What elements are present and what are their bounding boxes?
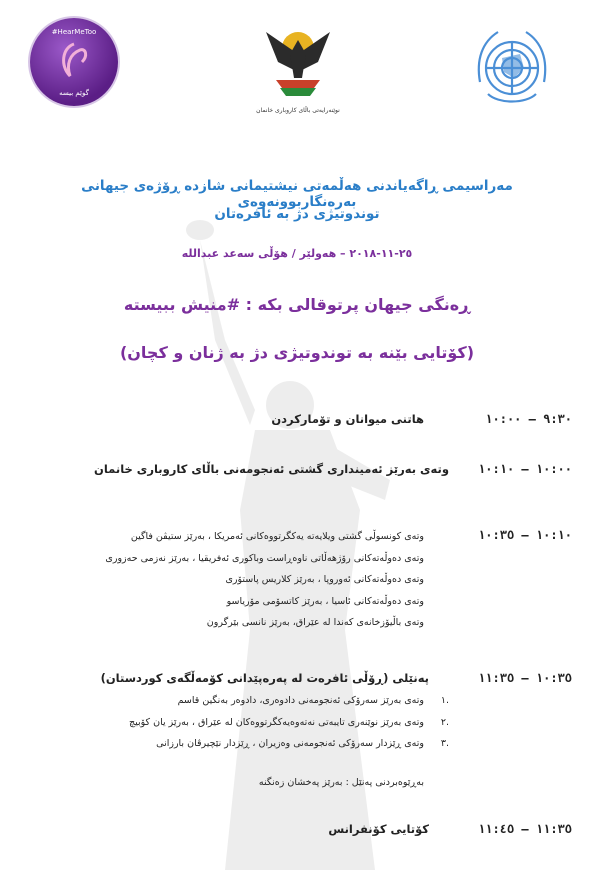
agenda-title: وتەی بەرێز ئەمینداری گشتی ئەنجومەنی باڵای کاروباری خانمان xyxy=(94,462,449,476)
emblem-caption: نوێنەرایەتی باڵای کاروباری خانمان xyxy=(256,107,340,114)
speaker-item: وتەی باڵیۆزخانەی کەندا لە عێراق، بەرێز نانسی بێرگرون xyxy=(206,617,424,628)
agenda-time: ١٠:١٠ – ١٠:٣٥ xyxy=(478,528,572,542)
agenda-title: هاتنی میوانان و تۆمارکردن xyxy=(271,412,424,426)
panel-item-numbers xyxy=(429,690,449,755)
item-number: ٢. xyxy=(440,716,449,728)
speaker-item: وتەی کونسوڵی گشتی ویلایەتە یەکگرتووەکانی ئەمریکا ، بەرێز ستیڤن فاگین xyxy=(130,531,424,542)
item-number: ١. xyxy=(440,695,449,706)
panel-speaker-item: وتەی بەرێز نوێنەری تایبەتی نەتەوەیەکگرتووەکان لە عێراق ، بەرێز یان کۆبیچ xyxy=(129,716,424,728)
speaker-item: وتەی دەوڵەتەکانی ئەوروپا ، بەرێز کلاریس پاستۆری xyxy=(225,574,424,585)
panel-moderator: بەڕێوەبردنی پەنێل : بەرێز پەخشان زەنگنە xyxy=(258,777,424,788)
agenda-time: ١٠:٣٥ – ١١:٣٥ xyxy=(478,671,572,685)
panel-speaker-list xyxy=(129,690,424,755)
panel-speaker-item: وتەی بەرێز سەرۆکی ئەنجومەنی دادوەری، دادوەر بەنگین قاسم xyxy=(177,695,424,706)
item-number: ٣. xyxy=(440,738,449,749)
speaker-item: وتەی دەوڵەتەکانی ئاسیا ، بەرێز کاتسۆمی مۆریاسو xyxy=(226,595,424,607)
krg-emblem xyxy=(248,14,348,114)
agenda-time: ١١:٣٥ – ١١:٤٥ xyxy=(478,822,572,836)
logo-footer-text: گوێم بیسە xyxy=(59,89,89,97)
figure-mark-icon xyxy=(56,42,92,80)
slogan-line2: (کۆتایی بێنە بە توندوتیژی دژ بە ژنان و کچان) xyxy=(119,343,475,362)
un-emblem-icon xyxy=(468,24,556,112)
logo-tag-text: #HearMeToo xyxy=(51,28,97,36)
panel-title: پەنێلی (ڕۆڵی ئافرەت لە پەرەپێدانی کۆمەڵگەی کوردستان) xyxy=(100,671,429,685)
ceremony-title-line1: مەراسیمی ڕاگەیاندنی هەڵمەتی نیشتیمانی شازدە ڕۆژەی جیهانی بەرەنگاربوونەوەی xyxy=(81,178,513,210)
speaker-list xyxy=(105,526,424,634)
speaker-item: وتەی دەوڵەتەکانی رۆژهەڵاتی ناوەڕاست وباکوری ئەفریقیا ، بەرێز نەزمی حەزوری xyxy=(105,552,424,564)
agenda-time: ٩:٣٠ – ١٠:٠٠ xyxy=(485,412,572,426)
ceremony-title-line2: توندوتیژی دژ بە ئافرەتان xyxy=(214,206,380,222)
slogan-line1: ڕەنگی جیهان پرتوقالی بکە : #منیش ببیستە xyxy=(123,295,471,314)
event-date-location: ٢٥-١١-٢٠١٨ – هەولێر / هۆڵی سەعد عبداللە xyxy=(181,247,413,260)
panel-speaker-item: وتەی ڕێزدار سەرۆکی ئەنجومەنی وەزیران ، ڕێزدار نێچیرڤان بارزانی xyxy=(156,738,424,749)
agenda-title: کۆتایی کۆنفرانس xyxy=(328,822,429,836)
hearmetoo-logo xyxy=(30,18,118,106)
agenda-time: ١٠:٠٠ – ١٠:١٠ xyxy=(478,462,572,476)
eagle-emblem-icon xyxy=(248,14,348,100)
